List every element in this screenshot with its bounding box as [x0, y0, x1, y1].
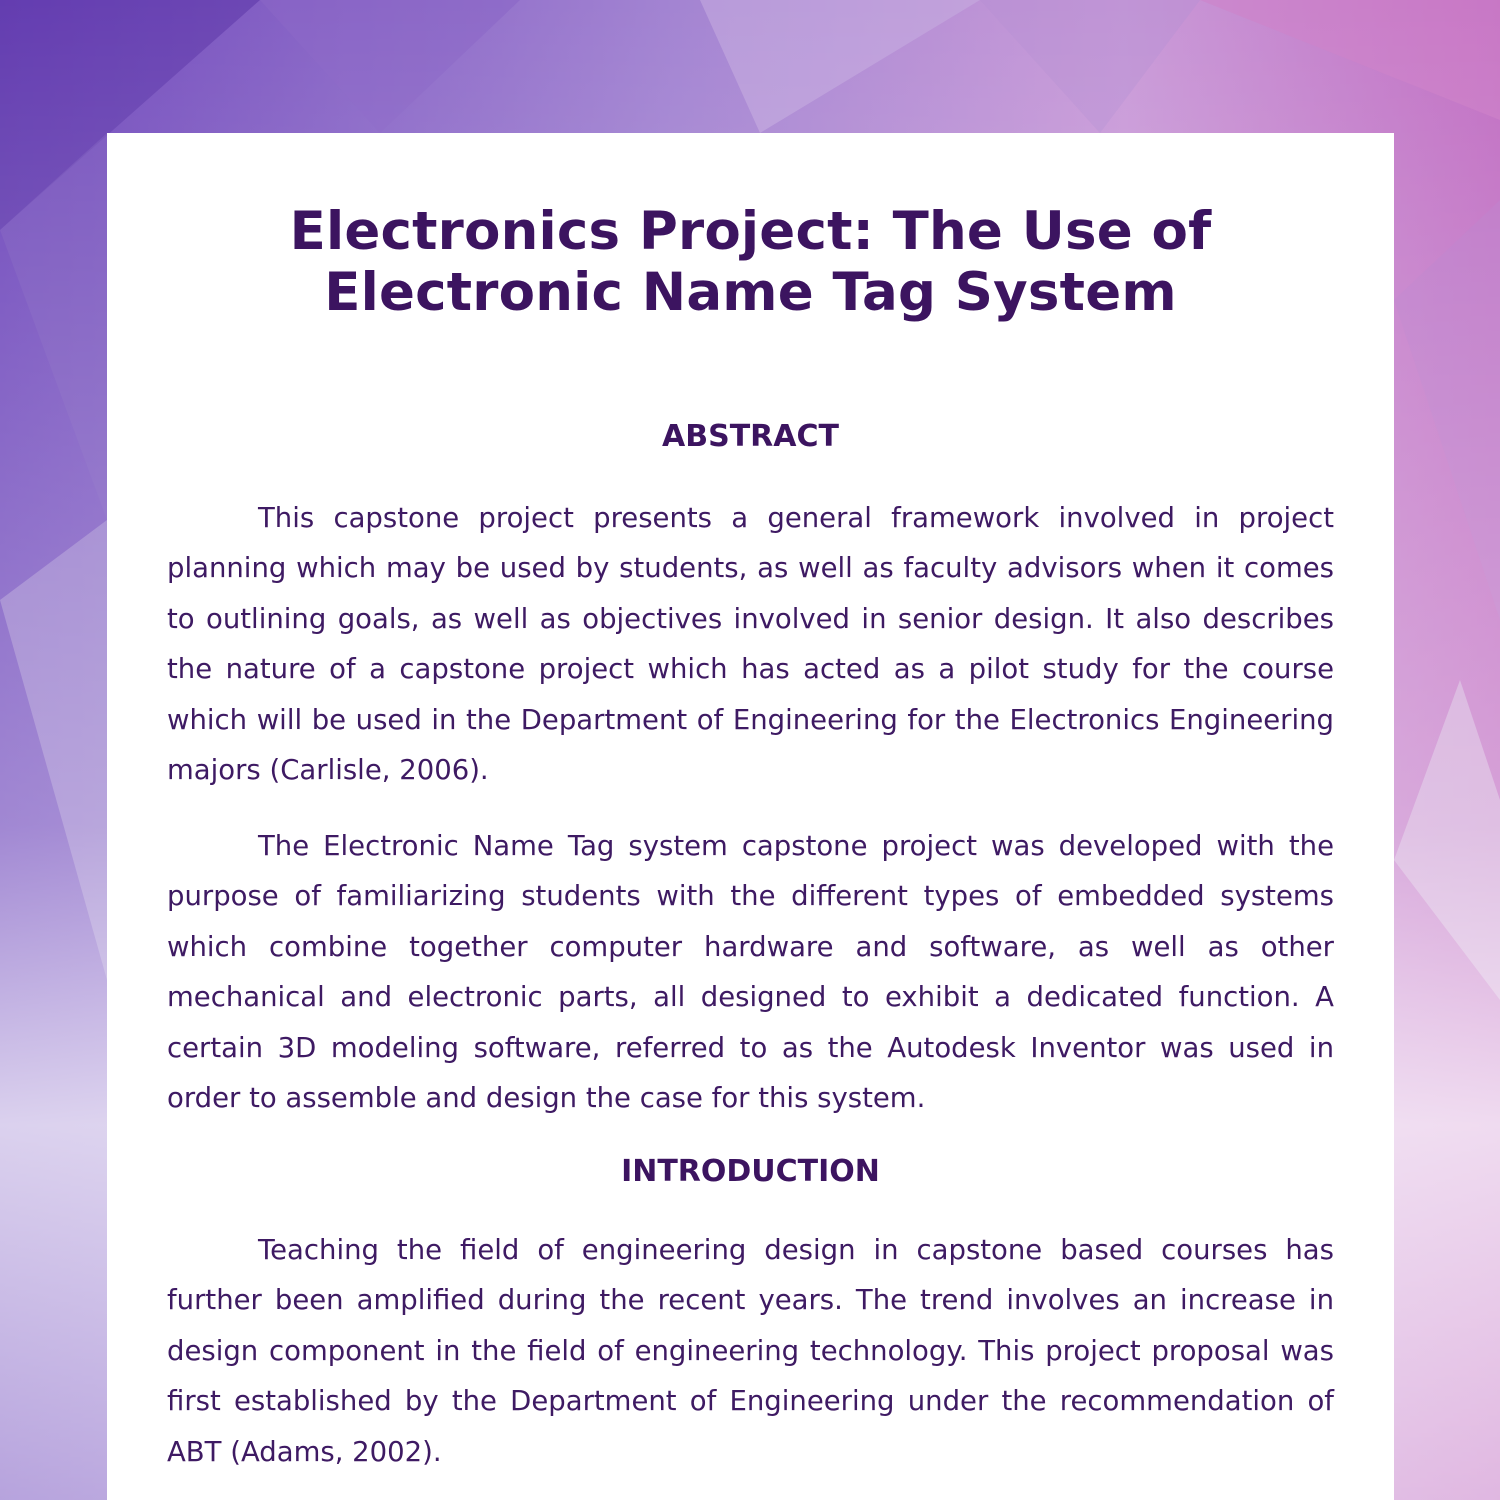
title-line-2: Electronic Name Tag System [324, 262, 1177, 323]
document-title [107, 201, 1394, 323]
abstract-paragraph-1: This capstone project presents a general framework involved in project planning which may be used by students, as well as faculty advisors when it comes to outlining goals, as well as objectives involved in senior design. It also describes the nature of a capstone project which has acted as a pilot study for the course which will be used in the Department of Engineering for the Electronics Engineering majors (Carlisle, 2006). [167, 502, 1334, 787]
document-page [107, 133, 1394, 1500]
abstract-paragraph-2: The Electronic Name Tag system capstone project was developed with the purpose of familiarizing students with the different types of embedded systems which combine together computer hardware and software, as well as other mechanical and electronic parts, all designed to exhibit a dedicated function. A certain 3D modeling software, referred to as the Autodesk Inventor was used in order to assemble and design the case for this system. [167, 830, 1334, 1115]
abstract-heading: ABSTRACT [662, 419, 839, 454]
introduction-paragraph-1: Teaching the field of engineering design in capstone based courses has further been amplified during the recent years. The trend involves an increase in design component in the field of engineering technology. This project proposal was first established by the Department of Engineering under the recommendation of ABT (Adams, 2002). [167, 1234, 1334, 1468]
introduction-heading: INTRODUCTION [621, 1154, 880, 1189]
title-line-1: Electronics Project: The Use of [289, 201, 1212, 262]
